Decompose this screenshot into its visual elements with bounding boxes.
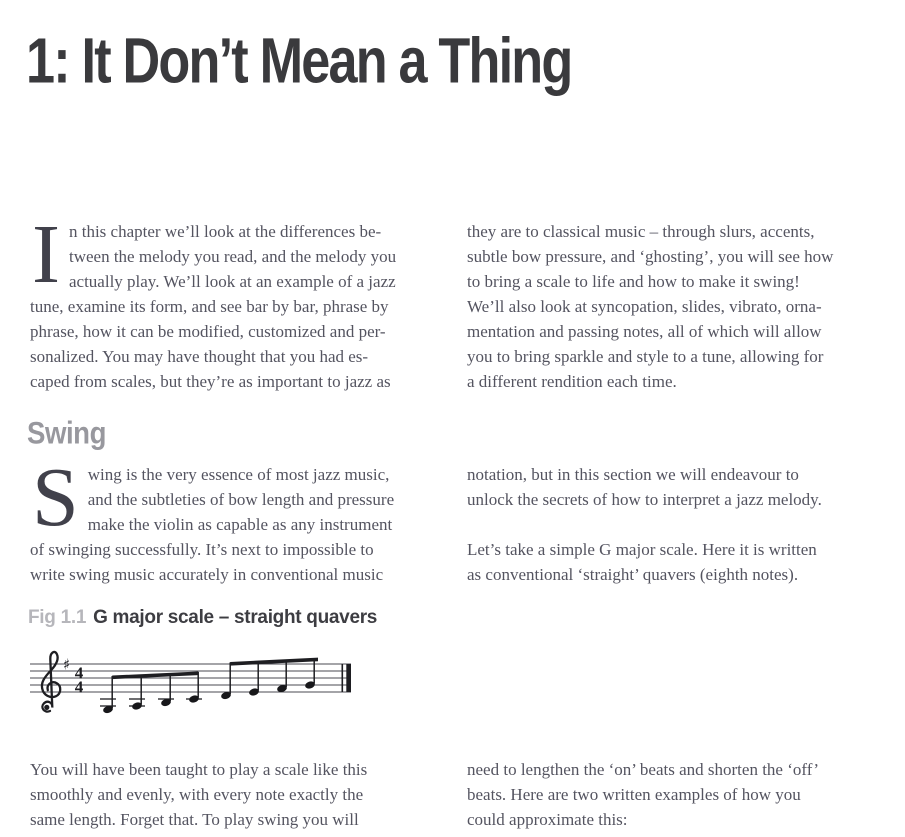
page-title: 1: It Don’t Mean a Thing xyxy=(26,25,572,97)
outro-left-column xyxy=(30,757,441,832)
text-line: and the subtleties of bow length and pressure xyxy=(87,490,395,509)
figure-caption xyxy=(28,607,377,629)
svg-text:4: 4 xyxy=(74,677,84,697)
text-line: tween the melody you read, and the melody you xyxy=(68,247,397,266)
text-line: wing is the very essence of most jazz music, xyxy=(87,465,390,484)
text-line: unlock the secrets of how to interpret a jazz melody. xyxy=(467,490,822,509)
text-line: to bring a scale to life and how to make it swing! xyxy=(467,272,800,291)
text-line: mentation and passing notes, all of which will allow xyxy=(467,322,822,341)
text-line: notation, but in this section we will endeavour to xyxy=(467,465,799,484)
text-line: same length. Forget that. To play swing you will xyxy=(30,810,359,829)
paragraph-lines xyxy=(467,757,878,832)
text-line: a different rendition each time. xyxy=(467,372,677,391)
text-line: could approximate this: xyxy=(467,810,628,829)
text-line: You will have been taught to play a scale like this xyxy=(30,760,368,779)
figure-title: G major scale – straight quavers xyxy=(93,607,378,628)
swing-right-column xyxy=(467,462,878,587)
key-signature-sharp-icon: ♯ xyxy=(63,655,71,674)
dropcap-letter: S xyxy=(32,451,79,544)
text-line: actually play. We’ll look at an example of a jazz xyxy=(68,272,396,291)
text-line: tune, examine its form, and see bar by bar, phrase by xyxy=(30,297,389,316)
paragraph-lines xyxy=(467,537,878,587)
dropcap-letter: I xyxy=(32,208,60,301)
paragraph-lines xyxy=(467,219,878,394)
paragraph-lines xyxy=(30,757,441,832)
swing-left-column xyxy=(30,451,441,587)
paragraph-gap xyxy=(467,512,878,537)
beams xyxy=(112,658,318,680)
figure-label: Fig 1.1 xyxy=(28,607,87,628)
swing-section xyxy=(30,451,878,587)
text-line: We’ll also look at syncopation, slides, vibrato, orna- xyxy=(467,297,822,316)
intro-right-column xyxy=(467,219,878,394)
text-line: they are to classical music – through slurs, accents, xyxy=(467,222,815,241)
music-staff-figure xyxy=(30,645,360,727)
text-line: caped from scales, but they’re as important to jazz as xyxy=(30,372,391,391)
note-stems xyxy=(112,658,314,708)
text-line: phrase, how it can be modified, customized and per- xyxy=(30,322,386,341)
intro-left-column xyxy=(30,208,441,394)
svg-text:4: 4 xyxy=(74,663,84,683)
paragraph-lines xyxy=(30,208,441,394)
text-line: n this chapter we’ll look at the differences be- xyxy=(68,222,382,241)
text-line: sonalized. You may have thought that you had es- xyxy=(30,347,369,366)
paragraph-lines xyxy=(467,462,878,512)
text-line: you to bring sparkle and style to a tune, allowing for xyxy=(467,347,824,366)
text-line: write swing music accurately in conventional music xyxy=(30,565,384,584)
text-line: as conventional ‘straight’ quavers (eighth notes). xyxy=(467,565,799,584)
intro-section xyxy=(30,208,878,394)
section-heading-swing: Swing xyxy=(27,416,106,451)
text-line: subtle bow pressure, and ‘ghosting’, you will see how xyxy=(467,247,834,266)
outro-section xyxy=(30,757,878,832)
time-signature xyxy=(75,664,84,697)
text-line: smoothly and evenly, with every note exactly the xyxy=(30,785,364,804)
ledger-lines xyxy=(100,699,202,706)
text-line: make the violin as capable as any instrument xyxy=(87,515,393,534)
text-line: need to lengthen the ‘on’ beats and shorten the ‘off’ xyxy=(467,760,819,779)
paragraph-lines xyxy=(30,451,441,587)
treble-clef-icon xyxy=(42,652,60,712)
text-line: beats. Here are two written examples of how you xyxy=(467,785,801,804)
outro-right-column xyxy=(467,757,878,832)
text-line: Let’s take a simple G major scale. Here it is written xyxy=(467,540,817,559)
text-line: of swinging successfully. It’s next to impossible to xyxy=(30,540,374,559)
